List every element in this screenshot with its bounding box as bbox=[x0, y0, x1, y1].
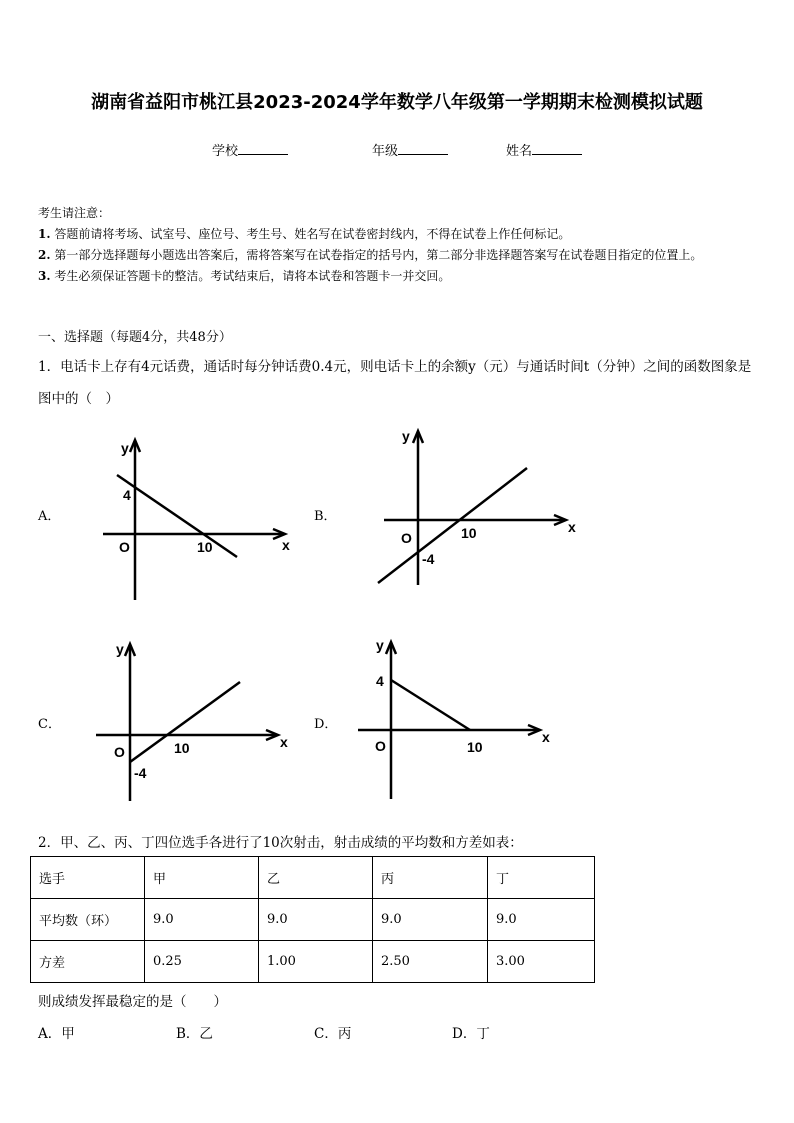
x-axis-label: x bbox=[568, 519, 576, 535]
x-intercept-label: 10 bbox=[467, 739, 483, 755]
graph-b bbox=[372, 425, 587, 590]
name-blank bbox=[532, 142, 582, 155]
y-axis-label: y bbox=[121, 440, 129, 456]
x-axis-label: x bbox=[282, 537, 290, 553]
question-1-text: 1．电话卡上存有4元话费，通话时每分钟话费0.4元，则电话卡上的余额y（元）与通话时间t（分钟）之间的函数图象是图中的（ ） bbox=[38, 359, 752, 407]
table-cell: 9.0 bbox=[373, 899, 488, 941]
function-line bbox=[391, 680, 470, 730]
table-row bbox=[31, 899, 595, 941]
choice-c: C．丙 bbox=[314, 1026, 352, 1042]
y-axis-label: y bbox=[376, 637, 384, 653]
note-text: 考生必须保证答题卡的整洁。考试结束后，请将本试卷和答题卡一并交回。 bbox=[54, 269, 451, 283]
x-intercept-label: 10 bbox=[174, 740, 190, 756]
grade-blank bbox=[398, 142, 448, 155]
score-table bbox=[30, 856, 595, 983]
option-a-label: A． bbox=[38, 509, 61, 524]
table-header-cell: 丁 bbox=[488, 857, 595, 899]
origin-label: O bbox=[114, 744, 125, 760]
graph-c bbox=[90, 636, 305, 804]
x-axis-label: x bbox=[542, 729, 550, 745]
note-item bbox=[38, 245, 763, 266]
y-intercept-label: 4 bbox=[123, 487, 131, 503]
school-field bbox=[212, 140, 288, 159]
option-b-label: B． bbox=[314, 509, 337, 524]
table-cell: 平均数（环） bbox=[31, 899, 145, 941]
graph-a bbox=[95, 430, 310, 605]
y-intercept-label: 4 bbox=[376, 673, 384, 689]
table-header-cell: 丙 bbox=[373, 857, 488, 899]
question-2-text: 2．甲、乙、丙、丁四位选手各进行了10次射击，射击成绩的平均数和方差如表： bbox=[38, 835, 523, 851]
note-item bbox=[38, 266, 763, 287]
origin-label: O bbox=[401, 530, 412, 546]
table-header-cell: 甲 bbox=[145, 857, 259, 899]
grade-label: 年级 bbox=[372, 144, 399, 159]
name-field bbox=[506, 140, 582, 159]
option-c-label: C． bbox=[38, 717, 61, 732]
notes-heading: 考生请注意： bbox=[38, 206, 111, 220]
origin-label: O bbox=[119, 539, 130, 555]
table-cell: 方差 bbox=[31, 941, 145, 983]
function-line bbox=[378, 468, 527, 583]
note-text: 第一部分选择题每小题选出答案后，需将答案写在试卷指定的括号内，第二部分非选择题答案写在试卷题目指定的位置上。 bbox=[54, 248, 703, 262]
table-header-row bbox=[31, 857, 595, 899]
school-label: 学校 bbox=[212, 144, 239, 159]
table-header-cell: 选手 bbox=[31, 857, 145, 899]
note-number: 1. bbox=[38, 227, 51, 241]
name-label: 姓名 bbox=[506, 144, 533, 159]
school-blank bbox=[238, 142, 288, 155]
table-cell: 2.50 bbox=[373, 941, 488, 983]
y-axis-label: y bbox=[116, 641, 124, 657]
table-cell: 9.0 bbox=[488, 899, 595, 941]
exam-notes bbox=[38, 203, 763, 287]
note-item bbox=[38, 224, 763, 245]
section-heading: 一、选择题（每题4分，共48分） bbox=[38, 330, 232, 345]
note-number: 3. bbox=[38, 269, 51, 283]
note-text: 答题前请将考场、试室号、座位号、考生号、姓名写在试卷密封线内，不得在试卷上作任何标记。 bbox=[54, 227, 571, 241]
choice-d: D．丁 bbox=[452, 1026, 490, 1042]
x-intercept-label: 10 bbox=[197, 539, 213, 555]
choice-b: B．乙 bbox=[176, 1026, 213, 1042]
choice-a: A．甲 bbox=[38, 1026, 75, 1042]
graph-d bbox=[352, 634, 567, 804]
y-axis-label: y bbox=[402, 428, 410, 444]
question-2-prompt: 则成绩发挥最稳定的是（ ） bbox=[38, 994, 227, 1010]
page-title: 湖南省益阳市桃江县2023-2024学年数学八年级第一学期期末检测模拟试题 bbox=[91, 92, 703, 113]
table-cell: 9.0 bbox=[259, 899, 373, 941]
table-cell: 1.00 bbox=[259, 941, 373, 983]
table-row bbox=[31, 941, 595, 983]
table-header-cell: 乙 bbox=[259, 857, 373, 899]
table-cell: 0.25 bbox=[145, 941, 259, 983]
option-d-label: D． bbox=[314, 717, 338, 732]
x-intercept-label: 10 bbox=[461, 525, 477, 541]
y-intercept-label: -4 bbox=[422, 551, 435, 567]
origin-label: O bbox=[375, 738, 386, 754]
note-number: 2. bbox=[38, 248, 51, 262]
grade-field bbox=[372, 140, 448, 159]
table-cell: 3.00 bbox=[488, 941, 595, 983]
y-intercept-label: -4 bbox=[134, 765, 147, 781]
table-cell: 9.0 bbox=[145, 899, 259, 941]
x-axis-label: x bbox=[280, 734, 288, 750]
